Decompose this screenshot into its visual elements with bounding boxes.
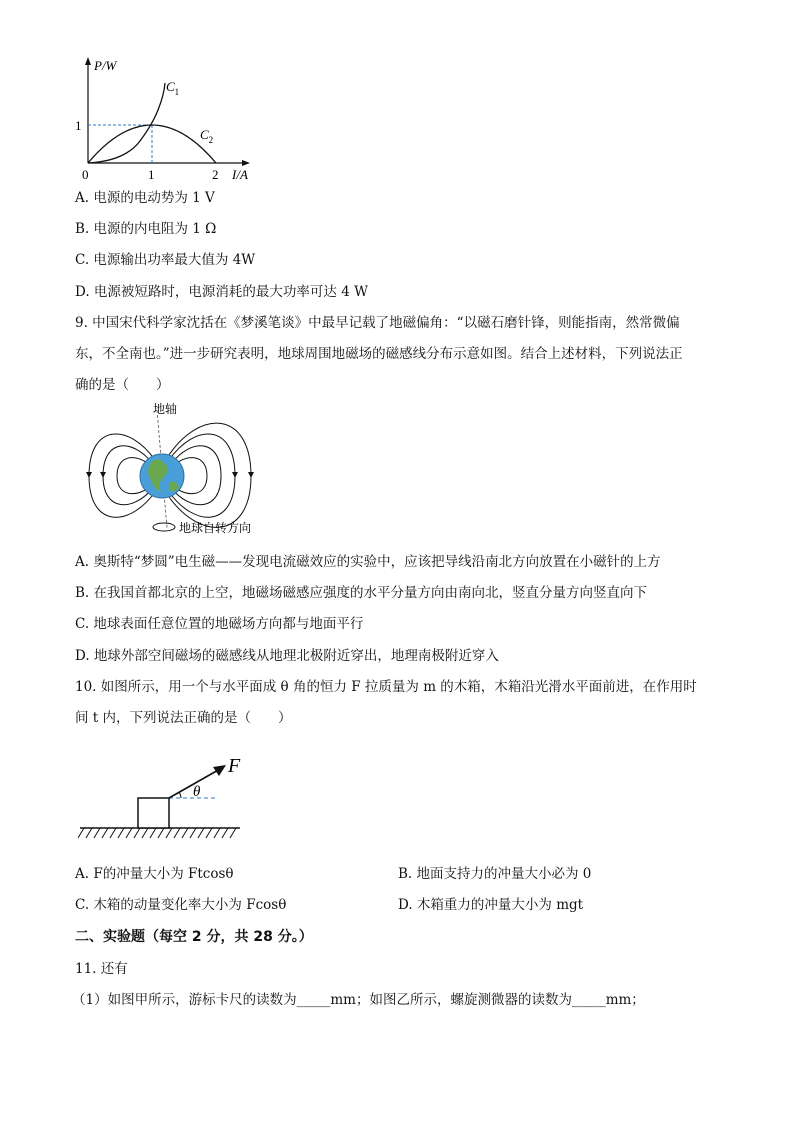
rotation-label: 地球自转方向: [179, 521, 252, 535]
q10-option-c: C. 木箱的动量变化率大小为 Fcosθ: [75, 897, 287, 913]
section-heading: 二、实验题（每空 2 分，共 28 分。）: [75, 929, 313, 945]
field-arrow: [100, 472, 106, 478]
force-arrow-head: [213, 765, 226, 776]
power-current-graph: [70, 55, 260, 185]
angle-label: θ: [193, 784, 201, 800]
y-tick-1: 1: [75, 118, 82, 133]
q10-option-d: D. 木箱重力的冲量大小为 mgt: [398, 897, 584, 913]
rotation-direction-ellipse: [153, 523, 175, 531]
q11-part1: （1）如图甲所示，游标卡尺的读数为_____mm；如图乙所示，螺旋测微器的读数为_____mm；: [72, 992, 645, 1008]
angle-arc: [179, 792, 181, 798]
q8-option-b: B. 电源的内电阻为 1 Ω: [75, 221, 217, 237]
x-tick-1: 1: [148, 167, 155, 182]
x-axis-label: I/A: [232, 167, 248, 182]
q9-option-c: C. 地球表面任意位置的地磁场方向都与地面平行: [75, 616, 364, 632]
wooden-box: [138, 798, 169, 828]
y-axis-label: P/W: [94, 58, 117, 73]
q9-stem-line3: 确的是（ ）: [75, 377, 170, 393]
q10-stem-line2: 间 t 内，下列说法正确的是（ ）: [75, 710, 292, 726]
ground-hatch: [78, 828, 236, 838]
field-arrow: [248, 472, 254, 478]
q10-option-b: B. 地面支持力的冲量大小必为 0: [398, 866, 592, 882]
q9-option-a: A. 奥斯特“梦圆”电生磁——发现电流磁效应的实验中，应该把导线沿南北方向放置在小磁针的上方: [75, 554, 661, 570]
force-label: F: [228, 755, 241, 777]
origin-label: 0: [82, 167, 89, 182]
q11-stem: 11. 还有: [75, 961, 128, 977]
x-tick-2: 2: [212, 167, 219, 182]
y-axis-arrow: [85, 57, 91, 65]
curve-c1-label: $C_1$: [166, 79, 180, 97]
q8-option-c: C. 电源输出功率最大值为 4W: [75, 252, 256, 268]
field-arrow: [232, 472, 238, 478]
q10-option-a: A. F的冲量大小为 Ftcosθ: [75, 866, 234, 882]
curve-c2-label: $C_2$: [200, 127, 214, 145]
q9-stem-line2: 东，不全南也。”进一步研究表明，地球周围地磁场的磁感线分布示意如图。结合上述材料，下列说法正: [75, 346, 683, 362]
q10-stem-line1: 10. 如图所示，用一个与水平面成 θ 角的恒力 F 拉质量为 m 的木箱，木箱沿光滑水平面前进，在作用时: [75, 679, 697, 695]
box-force-figure: [78, 750, 253, 845]
q9-stem-line1: 9. 中国宋代科学家沈括在《梦溪笔谈》中最早记载了地磁偏角：“以磁石磨针锋，则能指南，然常微偏: [75, 315, 680, 331]
axis-label: 地轴: [153, 402, 178, 416]
x-axis-arrow: [242, 160, 250, 166]
q8-option-a: A. 电源的电动势为 1 V: [75, 190, 215, 206]
field-arrow: [86, 472, 92, 478]
q9-option-b: B. 在我国首都北京的上空，地磁场磁感应强度的水平分量方向由南向北，竖直分量方向竖直向下: [75, 585, 648, 601]
q8-option-d: D. 电源被短路时，电源消耗的最大功率可达 4 W: [75, 284, 368, 300]
earth-magnetic-field-figure: [85, 398, 285, 543]
q9-option-d: D. 地球外部空间磁场的磁感线从地理北极附近穿出，地理南极附近穿入: [75, 648, 499, 664]
